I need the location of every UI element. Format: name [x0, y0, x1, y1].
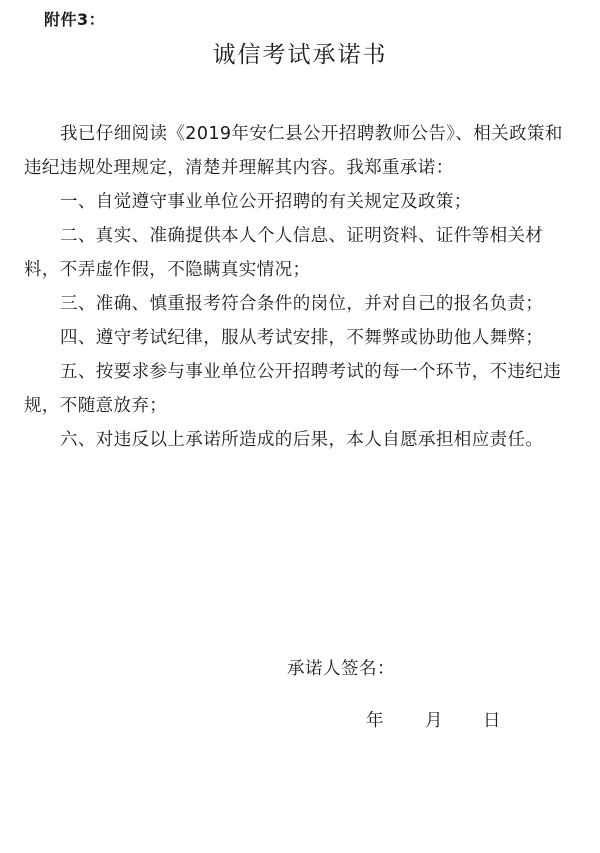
attachment-label: 附件3： [44, 10, 106, 29]
pledge-item-6: 六、对违反以上承诺所造成的后果，本人自愿承担相应责任。 [60, 430, 544, 450]
signer-label: 承诺人签名： [287, 659, 395, 679]
pledge-item-4: 四、遵守考试纪律，服从考试安排，不舞弊或协助他人舞弊； [60, 328, 544, 348]
intro-paragraph: 我已仔细阅读《2019年安仁县公开招聘教师公告》、相关政策和违纪违规处理规定，清楚并理解其内容。我郑重承诺： [24, 124, 563, 178]
date-day-label: 日 [483, 711, 501, 731]
pledge-item-2: 二、真实、准确提供本人个人信息、证明资料、证件等相关材料，不弄虚作假，不隐瞒真实情况； [24, 226, 544, 280]
document-title: 诚信考试承诺书 [212, 42, 388, 68]
pledge-item-5: 五、按要求参与事业单位公开招聘考试的每一个环节，不违纪违规，不随意放弃； [24, 362, 562, 416]
date-year-label: 年 [366, 711, 384, 731]
document-body [24, 117, 579, 457]
date-month-label: 月 [425, 711, 443, 731]
pledge-item-1: 一、自觉遵守事业单位公开招聘的有关规定及政策； [60, 192, 472, 212]
pledge-item-3: 三、准确、慎重报考符合条件的岗位，并对自己的报名负责； [60, 294, 544, 314]
